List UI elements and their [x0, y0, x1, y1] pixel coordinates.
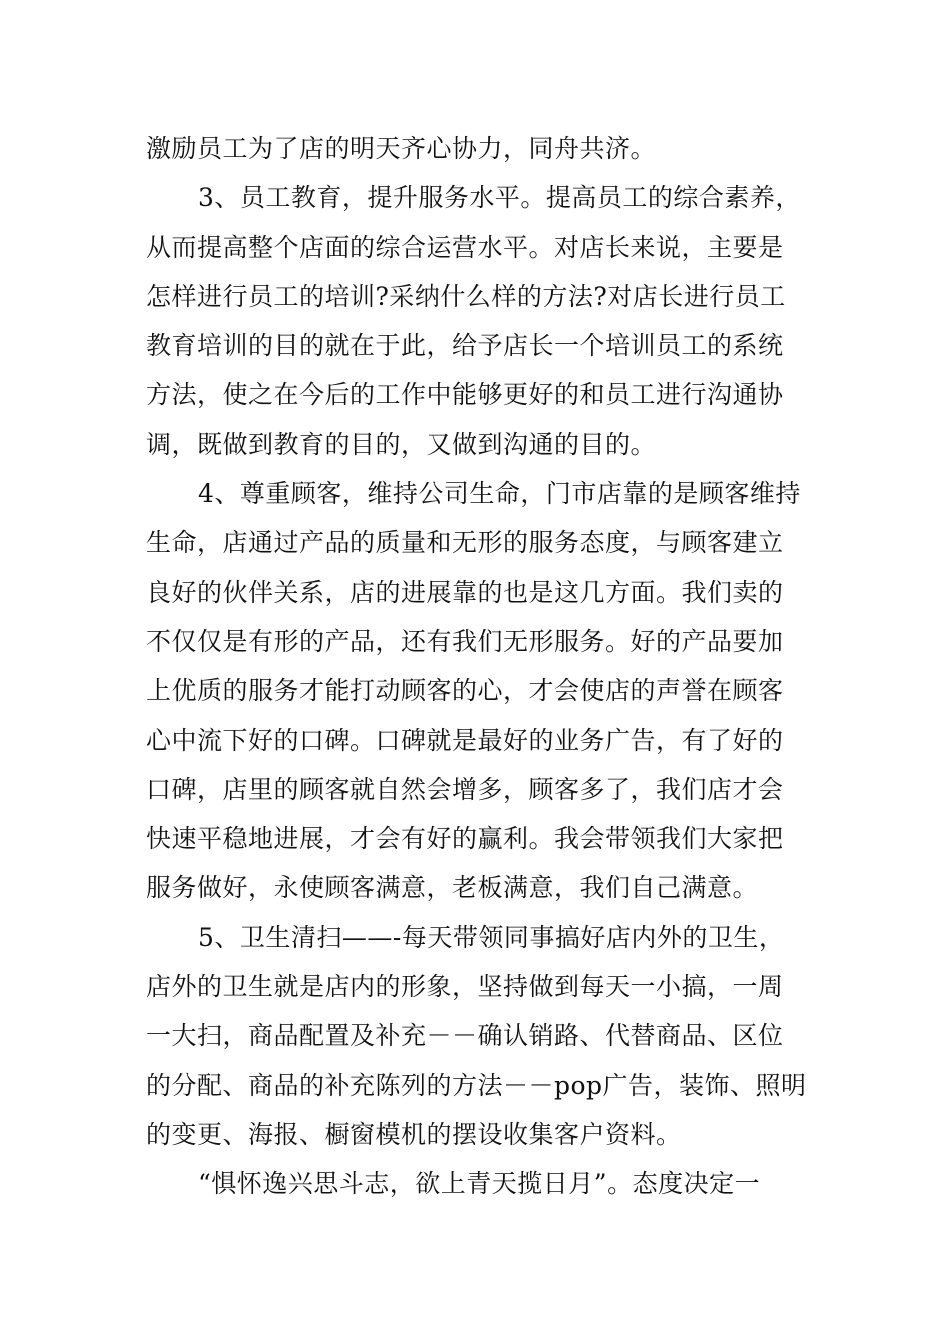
text-line: 服务做好，永使顾客满意，老板满意，我们自己满意。 [146, 873, 759, 903]
text-line: 快速平稳地进展，才会有好的赢利。我会带领我们大家把 [146, 824, 784, 854]
text-line: 3、员工教育，提升服务水平。提高员工的综合素养， [198, 183, 801, 213]
text-line: 店外的卫生就是店内的形象，坚持做到每天一小搞，一周 [146, 972, 784, 1002]
text-line: “惧怀逸兴思斗志，欲上青天揽日月”。态度决定一 [198, 1169, 761, 1199]
text-line: 生命，店通过产品的质量和无形的服务态度，与顾客建立 [146, 528, 784, 558]
text-line: 教育培训的目的就在于此，给予店长一个培训员工的系统 [146, 331, 784, 361]
text-line: 上优质的服务才能打动顾客的心，才会使店的声誉在顾客 [146, 676, 784, 706]
text-line: 口碑，店里的顾客就自然会增多，顾客多了，我们店才会 [146, 774, 784, 804]
text-line: 一大扫，商品配置及补充－－确认销路、代替商品、区位 [146, 1021, 784, 1051]
text-line: 调，既做到教育的目的，又做到沟通的目的。 [146, 429, 657, 459]
text-line: 不仅仅是有形的产品，还有我们无形服务。好的产品要加 [146, 626, 784, 656]
text-line: 激励员工为了店的明天齐心协力，同舟共济。 [146, 134, 657, 163]
document-body [146, 124, 816, 1209]
text-line: 方法，使之在今后的工作中能够更好的和员工进行沟通协 [146, 380, 784, 410]
text-line: 心中流下好的口碑。口碑就是最好的业务广告，有了好的 [146, 725, 784, 755]
text-line: 良好的伙伴关系，店的进展靠的也是这几方面。我们卖的 [146, 577, 784, 607]
text-line: 5、卫生清扫——-每天带领同事搞好店内外的卫生， [198, 922, 785, 952]
text-line: 从而提高整个店面的综合运营水平。对店长来说，主要是 [146, 232, 784, 262]
text-line: 的变更、海报、橱窗模机的摆设收集客户资料。 [146, 1119, 682, 1149]
text-line: 怎样进行员工的培训?采纳什么样的方法?对店长进行员工 [146, 281, 786, 311]
text-line: 4、尊重顾客，维持公司生命，门市店靠的是顾客维持 [198, 479, 801, 509]
text-line: 的分配、商品的补充陈列的方法－－pop广告，装饰、照明 [146, 1070, 807, 1100]
